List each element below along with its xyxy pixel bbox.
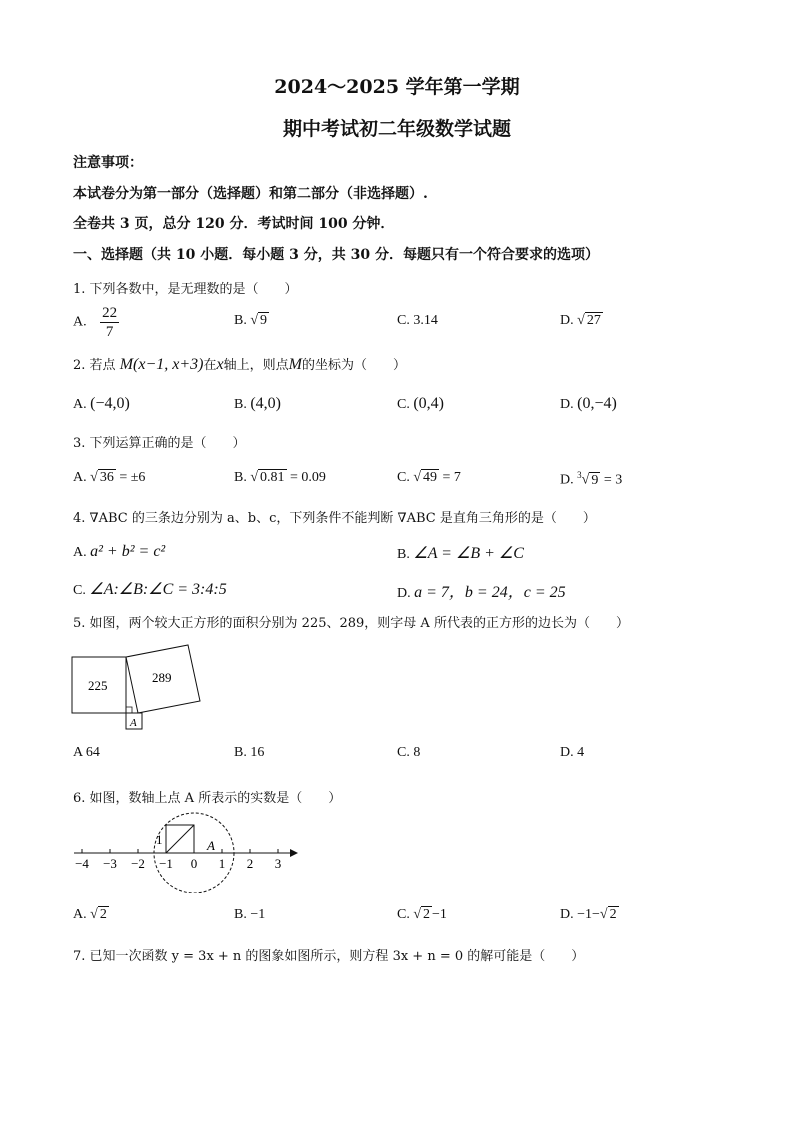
q6-option-d: D. −1−√ 2 [560,907,617,922]
notes-line-2: 全卷共 3 页，总分 120 分．考试时间 100 分钟． [73,216,395,232]
q3-option-c: C. √ 49 = 7 [397,470,461,485]
q3-option-d: D. $^3$√ 9 = 3 [560,470,623,488]
tick-label: 3 [274,856,282,871]
q4-option-c: C. ∠A:∠B:∠C = 3:4:5 [73,581,227,598]
q6-number-line [68,808,308,893]
label-one: 1 [156,832,163,847]
q1-option-c: C. 3.14 [397,313,438,328]
q5-option-a: A 64 [73,745,100,760]
notes-line-1: 本试卷分为第一部分（选择题）和第二部分（非选择题）. [73,186,428,202]
q3-option-b: B. √ 0.81 = 0.09 [234,470,326,485]
right-angle-mark [126,707,132,713]
q7-stem: 7. 已知一次函数 y = 3x + n 的图象如图所示，则方程 3x + n = 0 的解可能是（ ） [73,949,585,964]
label-289: 289 [152,670,172,685]
label-point-a: A [207,838,215,853]
q1-a-numerator: 22 [102,305,118,321]
q2-option-c: C. (0,4) [397,395,444,412]
q1-stem: 1. 下列各数中，是无理数的是（ ） [73,282,298,297]
q4-stem: 4. ∇ABC 的三条边分别为 a、b、c，下列条件不能判断 ∇ABC 是直角三角形的是（ ） [73,511,596,526]
tick-label: −1 [159,856,173,871]
q1-option-d: D. √ 27 [560,313,601,328]
tick-label: −3 [103,856,117,871]
tick-label: −2 [131,856,145,871]
q4-option-d: D. a = 7，b = 24，c = 25 [397,584,566,601]
q2-option-b: B. (4,0) [234,395,281,412]
q4-option-b: B. ∠A = ∠B + ∠C [397,545,524,562]
q5-option-d: D. 4 [560,745,585,760]
tick-label: 0 [190,856,198,871]
q6-stem: 6. 如图，数轴上点 A 所表示的实数是（ ） [73,791,342,806]
q3-option-a: A. √ 36 = ±6 [73,470,146,485]
q6-option-b: B. −1 [234,907,266,922]
exam-title-subject: 期中考试初二年级数学试题 [282,118,511,140]
q3-stem: 3. 下列运算正确的是（ ） [73,436,246,451]
q2-option-d: D. (0,−4) [560,395,617,412]
tick-label: 2 [246,856,254,871]
notes-heading: 注意事项： [73,155,143,171]
q5-figure [60,635,220,735]
label-225: 225 [88,678,108,693]
q4-option-a: A. a² + b² = c² [73,543,166,560]
axis-arrow [290,849,298,857]
diagonal [166,825,194,853]
q6-option-c: C. √ 2 −1 [397,907,447,922]
q2-stem: 2. 若点 M(x−1, x+3)在x轴上，则点M的坐标为（ ） [73,356,406,373]
q1-a-denominator: 7 [105,324,114,340]
section-title: 一、选择题（共 10 小题．每小题 3 分，共 30 分．每题只有一个符合要求的选项） [73,247,599,263]
q2-option-a: A. (−4,0) [73,395,130,412]
label-a: A [130,717,137,729]
exam-title-year: 2024～2025 学年第一学期 [274,76,520,98]
q5-option-b: B. 16 [234,745,265,760]
tick-label: −4 [75,856,89,871]
ticks [75,849,281,871]
tick-label: 1 [218,856,226,871]
q1-option-b: B. √ 9 [234,313,268,328]
q5-stem: 5. 如图，两个较大正方形的面积分别为 225、289，则字母 A 所代表的正方形的边长为（ ） [73,616,629,631]
q6-option-a: A. √ 2 [73,907,107,922]
q5-option-c: C. 8 [397,745,421,760]
q1-option-a: A. $\frac{22}{7}$ [73,305,118,340]
